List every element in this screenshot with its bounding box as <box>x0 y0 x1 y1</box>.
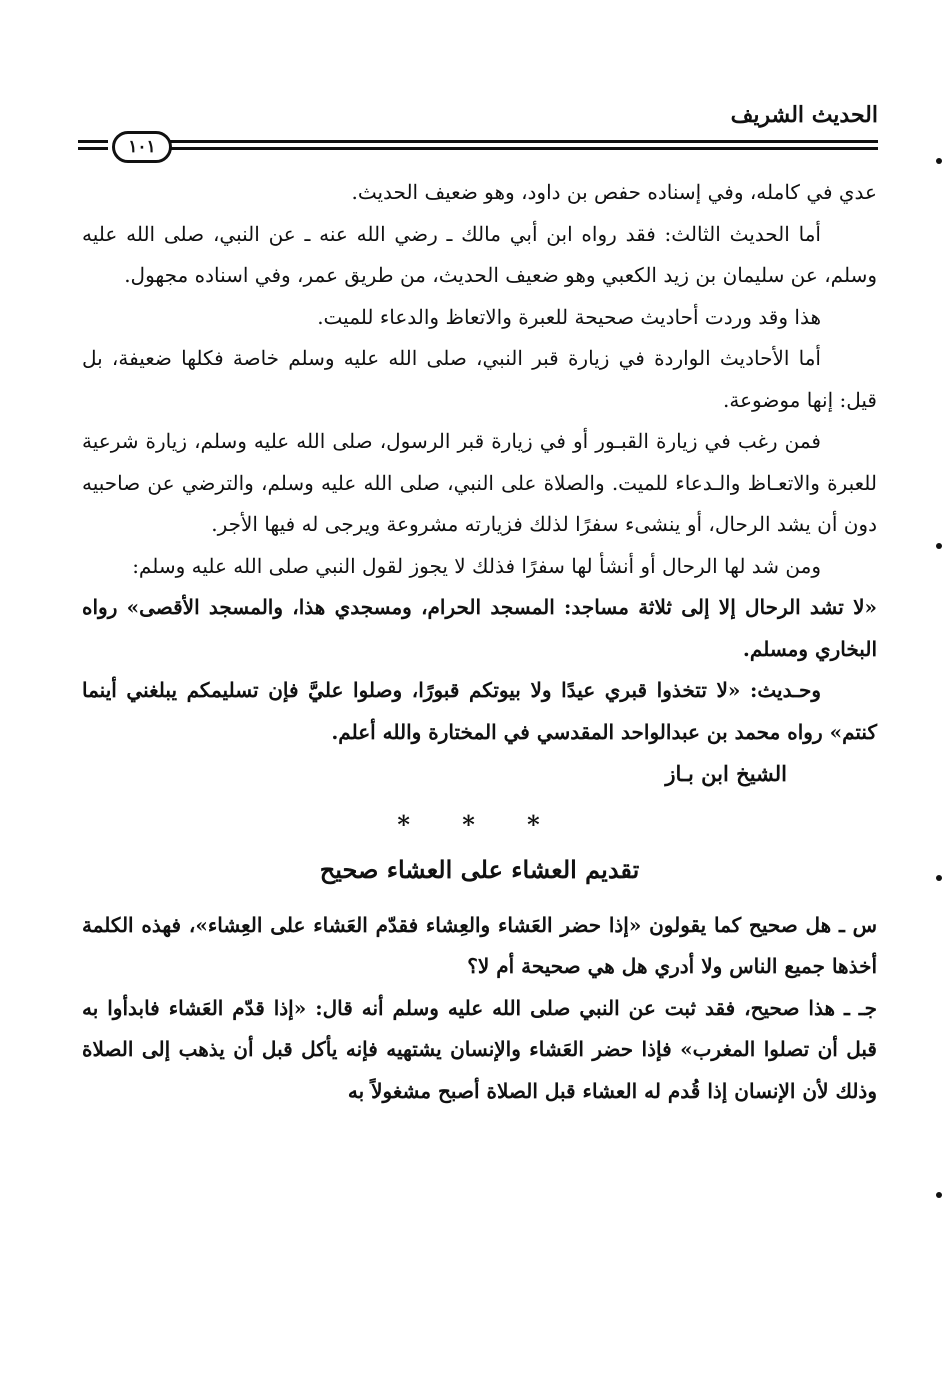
paragraph: أما الأحاديث الواردة في زيارة قبر النبي، صلى الله عليه وسلم خاصة فكلها ضعيفة، بل قيل: إنها موضوعة. <box>82 346 877 412</box>
margin-mark <box>936 875 942 881</box>
hadith-quote: «لا تشد الرحال إلا إلى ثلاثة مساجد: المسجد الحرام، ومسجدي هذا، والمسجد الأقصى» رواه البخاري ومسلم. <box>82 595 877 661</box>
paragraph: أما الحديث الثالث: فقد رواه ابن أبي مالك ـ رضي الله عنه ـ عن النبي، صلى الله عليه وسلم، عن سليمان بن زيد الكعبي وهو ضعيف الحديث، من طريق عمر، وفي اسناده مجهول. <box>82 221 877 287</box>
signature: الشيخ ابن بـاز <box>665 761 787 786</box>
header-rule <box>170 140 878 143</box>
paragraph: هذا وقد وردت أحاديث صحيحة للعبرة والاتعاظ والدعاء للميت. <box>317 304 821 329</box>
page-header <box>78 100 878 160</box>
page-body <box>82 172 877 1112</box>
paragraph: فمن رغب في زيارة القبـور أو في زيارة قبر الرسول، صلى الله عليه وسلم، زيارة شرعية للعبرة والاتعـاظ والـدعاء للميت. والصلاة على النبي، صلى الله عليه وسلم، والترضي عن صاحبيه دون أن يشد الرحال، أو ينشىء سفرًا لذلك فزيارته مشروعة ويرجى له فيها الأجر. <box>82 429 877 536</box>
answer: جـ ـ هذا صحيح، فقد ثبت عن النبي صلى الله عليه وسلم أنه قال: «إذا قدّم العَشاء فابدأوا به قبل أن تصلوا المغرب» فإذا حضر العَشاء والإنسان يشتهيه فإنه يأكل قبل أن يذهب إلى الصلاة وذلك لأن الإنسان إذا قُدم له العشاء قبل الصلاة أصبح مشغولاً به <box>82 995 877 1103</box>
running-title: الحديث الشريف <box>730 102 878 128</box>
hadith-quote: وحـديث: «لا تتخذوا قبري عيدًا ولا بيوتكم قبورًا، وصلوا عليَّ فإن تسليمكم يبلغني أينما كنتم» رواه محمد بن عبدالواحد المقدسي في المختارة والله أعلم. <box>82 678 877 744</box>
header-rule <box>170 147 878 150</box>
page-number: ١٠١ <box>112 131 172 163</box>
header-dash <box>78 147 108 150</box>
paragraph: ومن شد لها الرحال أو أنشأ لها سفرًا فذلك لا يجوز لقول النبي صلى الله عليه وسلم: <box>132 553 821 578</box>
margin-mark <box>936 1192 942 1198</box>
section-separator: * * * <box>397 809 562 839</box>
question: س ـ هل صحيح كما يقولون «إذا حضر العَشاء والعِشاء فقدّم العَشاء على العِشاء»، فهذه الكلمة أخذها جميع الناس ولا أدري هل هي صحيحة أم لا؟ <box>82 912 877 978</box>
header-dash <box>78 140 108 143</box>
margin-mark <box>936 543 942 549</box>
section-title: تقديم العشاء على العشاء صحيح <box>319 854 640 884</box>
paragraph: عدي في كامله، وفي إسناده حفص بن داود، وهو ضعيف الحديث. <box>351 180 877 204</box>
margin-mark <box>936 158 942 164</box>
